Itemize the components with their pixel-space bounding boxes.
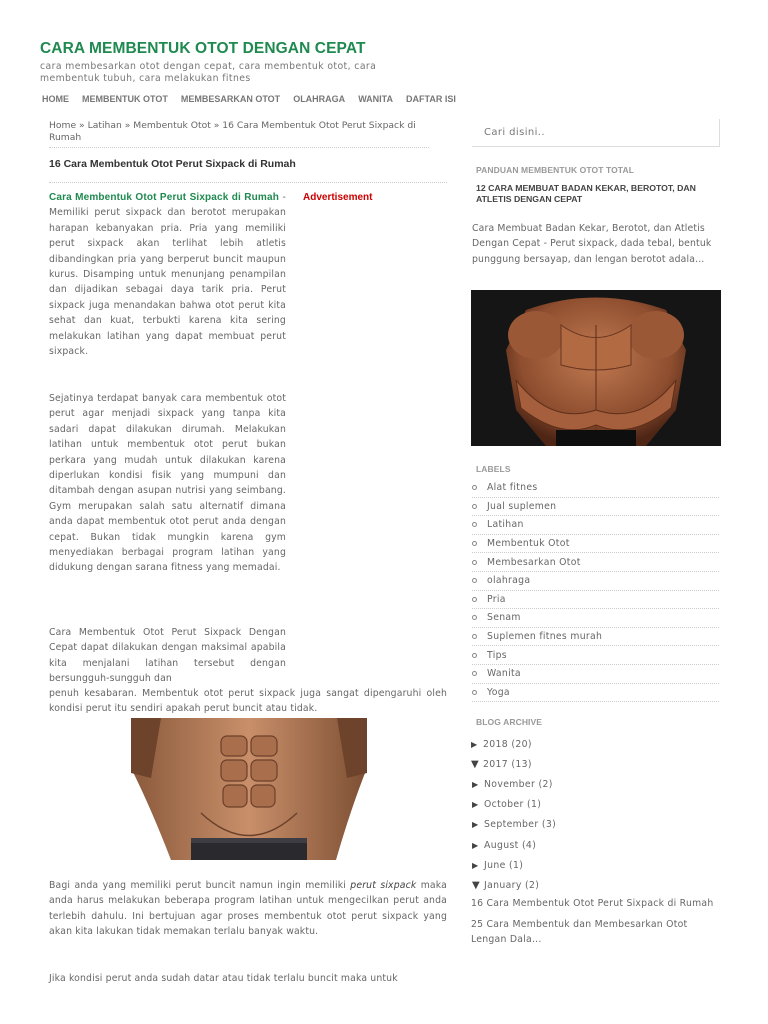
label-link[interactable]: Wanita xyxy=(487,668,521,680)
label-item[interactable] xyxy=(472,609,719,628)
label-item[interactable] xyxy=(472,553,719,572)
breadcrumb-home[interactable]: Home xyxy=(49,120,77,131)
archive-count: (20) xyxy=(511,738,532,750)
nav-home[interactable]: HOME xyxy=(42,94,69,104)
label-item[interactable] xyxy=(472,646,719,665)
archive-count: (2) xyxy=(525,879,540,891)
collapsed-arrow-icon[interactable]: ▶ xyxy=(472,779,479,789)
main-nav xyxy=(42,94,469,104)
label-link[interactable]: Yoga xyxy=(487,686,510,698)
archive-count: (13) xyxy=(511,758,532,770)
label-item[interactable] xyxy=(472,498,719,517)
archive-month-october[interactable] xyxy=(471,795,721,815)
label-item[interactable] xyxy=(472,516,719,535)
archive-month-august[interactable] xyxy=(471,835,721,855)
nav-olahraga[interactable]: OLAHRAGA xyxy=(293,94,346,104)
archive-label[interactable]: August xyxy=(484,839,519,851)
archive-label[interactable]: November xyxy=(484,778,536,790)
expanded-arrow-icon[interactable]: ▼ xyxy=(472,879,481,891)
featured-heading: PANDUAN MEMBENTUK OTOT TOTAL xyxy=(476,165,634,175)
collapsed-arrow-icon[interactable]: ▶ xyxy=(472,800,479,810)
archive-post-link[interactable]: 16 Cara Membentuk Otot Perut Sixpack di Rumah xyxy=(471,897,714,909)
post-paragraph-4-text-2: maka anda harus melakukan beberapa program latihan untuk mengecilkan perut anda terlebih dahulu. Ini bertujuan agar proses membentuk otot perut sixpack yang akan kita lakukan tidak memakan terlalu banyak waktu. xyxy=(49,880,447,938)
archive-month-september[interactable] xyxy=(471,815,721,835)
post-lead-link[interactable]: Cara Membentuk Otot Perut Sixpack di Rumah xyxy=(49,192,279,203)
labels-list xyxy=(472,479,719,702)
post-title: 16 Cara Membentuk Otot Perut Sixpack di Rumah xyxy=(49,158,447,183)
nav-membesarkan-otot[interactable]: MEMBESARKAN OTOT xyxy=(180,94,281,104)
bodybuilder-image[interactable] xyxy=(471,290,721,446)
bullet-icon xyxy=(472,541,477,546)
archive-count: (3) xyxy=(541,819,557,831)
label-item[interactable] xyxy=(472,684,719,703)
post-paragraph-1 xyxy=(49,190,286,359)
featured-post-title[interactable]: 12 CARA MEMBUAT BADAN KEKAR, BEROTOT, DAN ATLETIS DENGAN CEPAT xyxy=(476,183,696,204)
label-link[interactable]: Tips xyxy=(487,649,507,661)
archive-count: (2) xyxy=(538,778,553,790)
archive-label[interactable]: October xyxy=(484,799,524,811)
bullet-icon xyxy=(472,615,477,620)
breadcrumb-separator: » xyxy=(76,120,88,131)
archive-heading: BLOG ARCHIVE xyxy=(476,717,543,727)
bullet-icon xyxy=(472,634,477,639)
label-link[interactable]: Membesarkan Otot xyxy=(487,556,581,568)
site-description: cara membesarkan otot dengan cepat, cara membentuk otot, cara membentuk tubuh, cara melakukan fitnes xyxy=(40,61,377,84)
bullet-icon xyxy=(472,504,477,509)
post-paragraph-4-text: Bagi anda yang memiliki perut buncit namun ingin memiliki xyxy=(49,880,351,891)
breadcrumb-separator: » xyxy=(210,120,223,131)
label-link[interactable]: Suplemen fitnes murah xyxy=(487,631,603,643)
bullet-icon xyxy=(472,690,477,695)
breadcrumb-separator: » xyxy=(121,120,134,131)
label-link[interactable]: Jual suplemen xyxy=(487,500,557,512)
archive-label[interactable]: 2018 xyxy=(483,738,509,750)
archive-count: (1) xyxy=(508,859,524,871)
label-item[interactable] xyxy=(472,628,719,647)
archive-year-2018[interactable] xyxy=(471,734,721,754)
search-input[interactable] xyxy=(484,122,699,142)
archive-label[interactable]: 2017 xyxy=(483,758,509,770)
nav-membentuk-otot[interactable]: MEMBENTUK OTOT xyxy=(82,94,168,104)
blog-archive xyxy=(471,734,721,953)
post-paragraph-3b: penuh kesabaran. Membentuk otot perut sixpack juga sangat dipengaruhi oleh kondisi perut itu sendiri apakah perut buncit atau tidak. xyxy=(49,688,447,715)
nav-wanita[interactable]: WANITA xyxy=(358,94,394,104)
advertisement-label: Advertisement xyxy=(303,192,373,203)
bullet-icon xyxy=(472,597,477,602)
breadcrumb-membentuk-otot[interactable]: Membentuk Otot xyxy=(133,120,211,131)
bullet-icon xyxy=(472,671,477,676)
post-paragraph-1-text: - Memiliki perut sixpack dan berotot merupakan harapan kebanyakan pria. Pria yang memiliki perut sixpack akan terlihat lebih atletis dibandingkan pria yang berperut buncit maupun kurus. Disamping untuk menunjang penampilan dan dijadikan sebagai daya tarik pria. Perut sixpack juga menandakan bahwa otot perut kita sehat dan kuat, terbukti karena kita sering melakukan latihan yang dapat membuat perut sixpack. xyxy=(49,192,286,358)
post-paragraph-5: Jika kondisi perut anda sudah datar atau tidak terlalu buncit maka untuk xyxy=(49,973,398,984)
bullet-icon xyxy=(472,522,477,527)
nav-daftar-isi[interactable]: DAFTAR ISI xyxy=(406,94,456,104)
collapsed-arrow-icon[interactable]: ▶ xyxy=(471,739,478,749)
bullet-icon xyxy=(472,653,477,658)
archive-month-june[interactable] xyxy=(471,855,721,875)
label-item[interactable] xyxy=(472,665,719,684)
label-item[interactable] xyxy=(472,479,719,498)
post-paragraph-2: Sejatinya terdapat banyak cara membentuk otot perut agar menjadi sixpack yang tanpa kita sadari dapat dilakukan dirumah. Melakukan latihan untuk membentuk otot perut bukan perkara yang mudah untuk dilakukan karena diperlukan kondisi fisik yang mumpuni dan ditambah dengan asupan nutrisi yang seimbang. Gym merupakan salah satu alternatif dimana anda dapat membentuk otot perut anda dengan cepat. Bukan tidak mungkin karena gym menyediakan berbagai program latihan yang didukung dengan sarana fitness yang memadai. xyxy=(49,393,286,574)
breadcrumb-latihan[interactable]: Latihan xyxy=(87,120,122,131)
bullet-icon xyxy=(472,560,477,565)
label-item[interactable] xyxy=(472,572,719,591)
sixpack-abs-image xyxy=(131,718,367,860)
label-link[interactable]: Senam xyxy=(487,612,521,624)
collapsed-arrow-icon[interactable]: ▶ xyxy=(472,820,479,830)
collapsed-arrow-icon[interactable]: ▶ xyxy=(472,840,479,850)
archive-count: (4) xyxy=(521,839,537,851)
post-paragraph-3a: Cara Membentuk Otot Perut Sixpack Dengan Cepat dapat dilakukan dengan maksimal apabila kita menjalani latihan tersebut dengan bersungguh-sungguh dan xyxy=(49,627,286,685)
collapsed-arrow-icon[interactable]: ▶ xyxy=(472,860,479,870)
site-title[interactable]: CARA MEMBENTUK OTOT DENGAN CEPAT xyxy=(40,40,366,57)
post-emphasis: perut sixpack xyxy=(350,880,417,891)
archive-label[interactable]: June xyxy=(484,859,506,871)
archive-label[interactable]: January xyxy=(484,879,522,891)
label-link[interactable]: olahraga xyxy=(487,575,531,587)
labels-heading: LABELS xyxy=(476,464,511,474)
archive-count: (1) xyxy=(526,799,542,811)
bullet-icon xyxy=(472,485,477,490)
featured-post-description: Cara Membuat Badan Kekar, Berotot, dan Atletis Dengan Cepat - Perut sixpack, dada tebal, bentuk punggung bersayap, dan lengan berotot adala... xyxy=(472,223,712,265)
breadcrumb xyxy=(49,120,429,148)
bullet-icon xyxy=(472,578,477,583)
label-item[interactable] xyxy=(472,591,719,610)
label-item[interactable] xyxy=(472,535,719,554)
archive-label[interactable]: September xyxy=(484,819,539,831)
post-paragraph-4 xyxy=(49,878,447,940)
search-box xyxy=(472,119,720,147)
breadcrumb-current: 16 Cara Membentuk Otot Perut Sixpack di Rumah xyxy=(49,120,416,143)
label-link[interactable]: Pria xyxy=(487,593,506,605)
archive-year-2017[interactable] xyxy=(471,754,721,774)
archive-month-january[interactable] xyxy=(471,875,721,895)
archive-post-link[interactable]: 25 Cara Membentuk dan Membesarkan Otot Lengan Dala... xyxy=(471,918,688,945)
label-link[interactable]: Latihan xyxy=(487,519,524,531)
label-link[interactable]: Membentuk Otot xyxy=(487,538,570,550)
archive-month-november[interactable] xyxy=(471,774,721,794)
label-link[interactable]: Alat fitnes xyxy=(487,482,538,494)
expanded-arrow-icon[interactable]: ▼ xyxy=(471,758,480,770)
